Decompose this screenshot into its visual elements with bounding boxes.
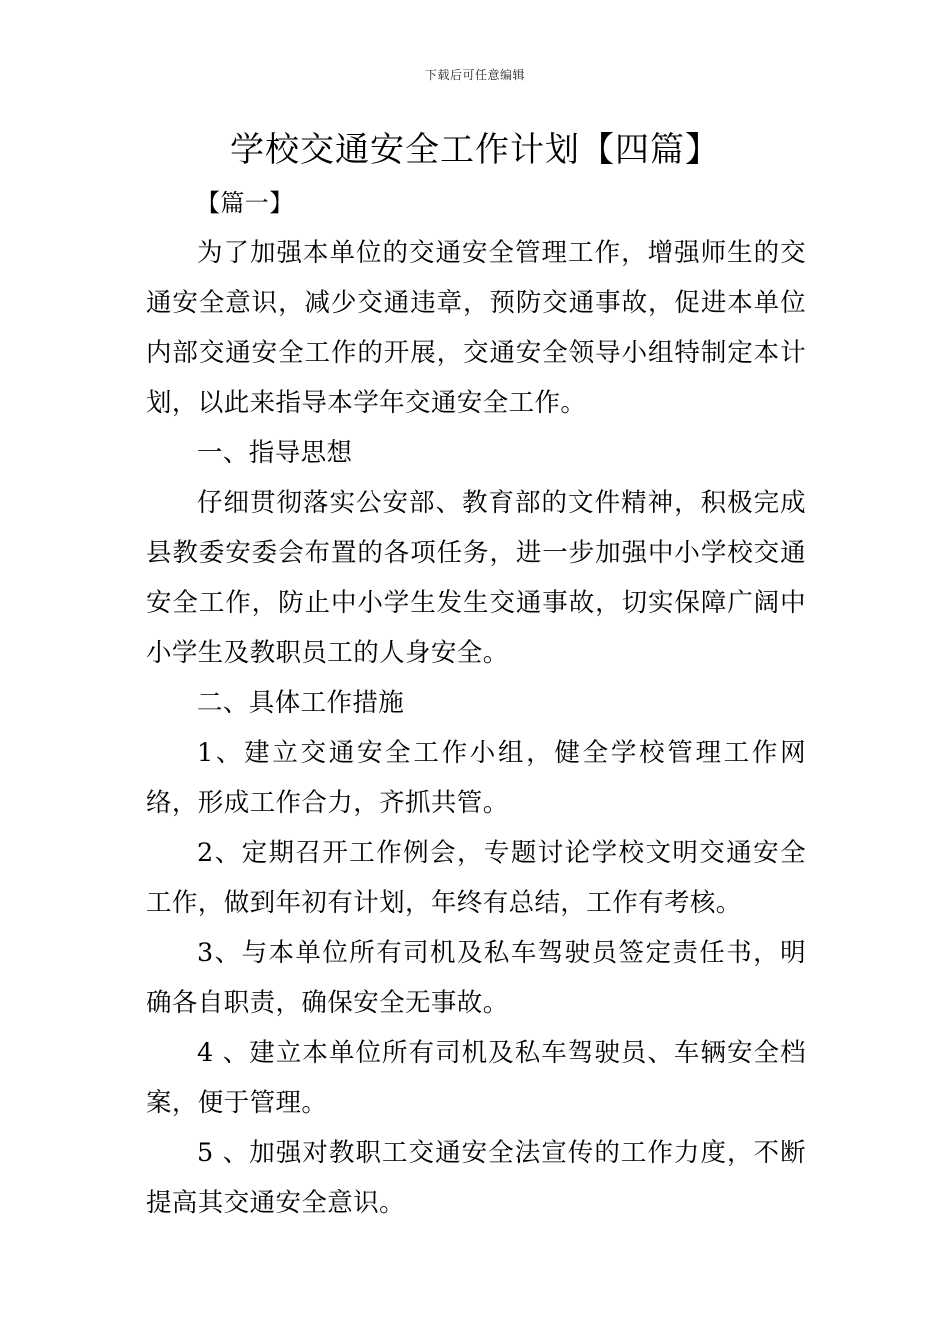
measure-item-2: 2、定期召开工作例会，专题讨论学校文明交通安全工作，做到年初有计划，年终有总结，工作有考核。 — [146, 838, 806, 918]
intro-paragraph: 为了加强本单位的交通安全管理工作，增强师生的交通安全意识，减少交通违章，预防交通事故，促进本单位内部交通安全工作的开展，交通安全领导小组特制定本计划，以此来指导本学年交通安全工作。 — [146, 238, 806, 418]
measure-item-5: 5 、加强对教职工交通安全法宣传的工作力度，不断提高其交通安全意识。 — [146, 1138, 806, 1218]
measure-item-3: 3、与本单位所有司机及私车驾驶员签定责任书，明确各自职责，确保安全无事故。 — [146, 938, 806, 1018]
guiding-thought-paragraph: 仔细贯彻落实公安部、教育部的文件精神，积极完成县教委安委会布置的各项任务，进一步加强中小学校交通安全工作，防止中小学生发生交通事故，切实保障广阔中小学生及教职员工的人身安全。 — [146, 488, 806, 668]
measure-item-1: 1、建立交通安全工作小组，健全学校管理工作网络，形成工作合力，齐抓共管。 — [146, 738, 806, 818]
document-body — [146, 178, 806, 1228]
header-note: 下载后可任意编辑 — [424, 68, 525, 82]
measure-item-4: 4 、建立本单位所有司机及私车驾驶员、车辆安全档案，便于管理。 — [146, 1038, 806, 1118]
document-title: 学校交通安全工作计划【四篇】 — [230, 130, 720, 170]
heading-work-measures: 二、具体工作措施 — [197, 688, 405, 718]
heading-guiding-thought: 一、指导思想 — [197, 438, 353, 468]
section-label: 【篇一】 — [196, 189, 294, 217]
